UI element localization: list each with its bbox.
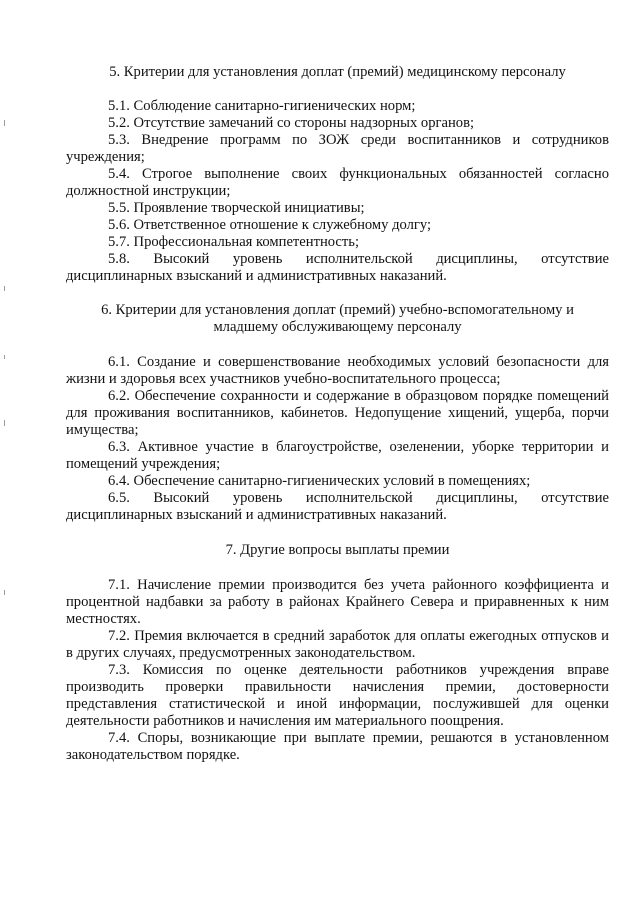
section-6-title-line-2: младшему обслуживающему персоналу bbox=[213, 319, 462, 335]
item-5-1: 5.1. Соблюдение санитарно-гигиенических норм; bbox=[108, 98, 416, 114]
item-5-6: 5.6. Ответственное отношение к служебному долгу; bbox=[108, 217, 432, 233]
item-5-7: 5.7. Профессиональная компетентность; bbox=[108, 234, 360, 250]
item-7-4: 7.4. Споры, возникающие при выплате премии, решаются в установленном законодательством порядке. bbox=[66, 730, 609, 763]
item-5-5: 5.5. Проявление творческой инициативы; bbox=[108, 200, 365, 216]
scan-margin-mark bbox=[4, 355, 5, 359]
item-7-3: 7.3. Комиссия по оценке деятельности работников учреждения вправе производить проверки правильности начисления премии, достоверности представления статистической и иной информации, послужившей для оценки деятельности работников и начисления им материального поощрения. bbox=[66, 662, 609, 729]
scan-margin-mark bbox=[4, 286, 5, 291]
item-6-2: 6.2. Обеспечение сохранности и содержание в образцовом порядке помещений для проживания воспитанников, кабинетов. Недопущение хищений, ущерба, порчи имущества; bbox=[66, 388, 609, 438]
item-6-1: 6.1. Создание и совершенствование необходимых условий безопасности для жизни и здоровья всех участников учебно-воспитательного процесса; bbox=[66, 354, 609, 387]
section-5-title: 5. Критерии для установления доплат (премий) медицинскому персоналу bbox=[109, 64, 566, 80]
item-7-2: 7.2. Премия включается в средний заработок для оплаты ежегодных отпусков и в других случаях, предусмотренных законодательством. bbox=[66, 628, 609, 661]
item-5-2: 5.2. Отсутствие замечаний со стороны надзорных органов; bbox=[108, 115, 475, 131]
item-5-3: 5.3. Внедрение программ по ЗОЖ среди воспитанников и сотрудников учреждения; bbox=[66, 132, 609, 165]
item-6-3: 6.3. Активное участие в благоустройстве, озеленении, уборке территории и помещений учреждения; bbox=[66, 439, 609, 472]
item-5-8: 5.8. Высокий уровень исполнительской дисциплины, отсутствие дисциплинарных взысканий и административных наказаний. bbox=[66, 251, 609, 284]
section-7-title: 7. Другие вопросы выплаты премии bbox=[225, 542, 450, 558]
section-6-title-line-1: 6. Критерии для установления доплат (премий) учебно-вспомогательному и bbox=[101, 302, 574, 318]
item-5-4: 5.4. Строгое выполнение своих функциональных обязанностей согласно должностной инструкции; bbox=[66, 166, 609, 199]
item-6-4: 6.4. Обеспечение санитарно-гигиенических условий в помещениях; bbox=[108, 473, 531, 489]
scan-margin-mark bbox=[4, 420, 5, 426]
scan-margin-mark bbox=[4, 120, 5, 126]
item-6-5: 6.5. Высокий уровень исполнительской дисциплины, отсутствие дисциплинарных взысканий и административных наказаний. bbox=[66, 490, 609, 523]
scan-margin-mark bbox=[4, 590, 5, 595]
item-7-1: 7.1. Начисление премии производится без учета районного коэффициента и процентной надбавки за работу в районах Крайнего Севера и приравненных к ним местностях. bbox=[66, 577, 609, 627]
